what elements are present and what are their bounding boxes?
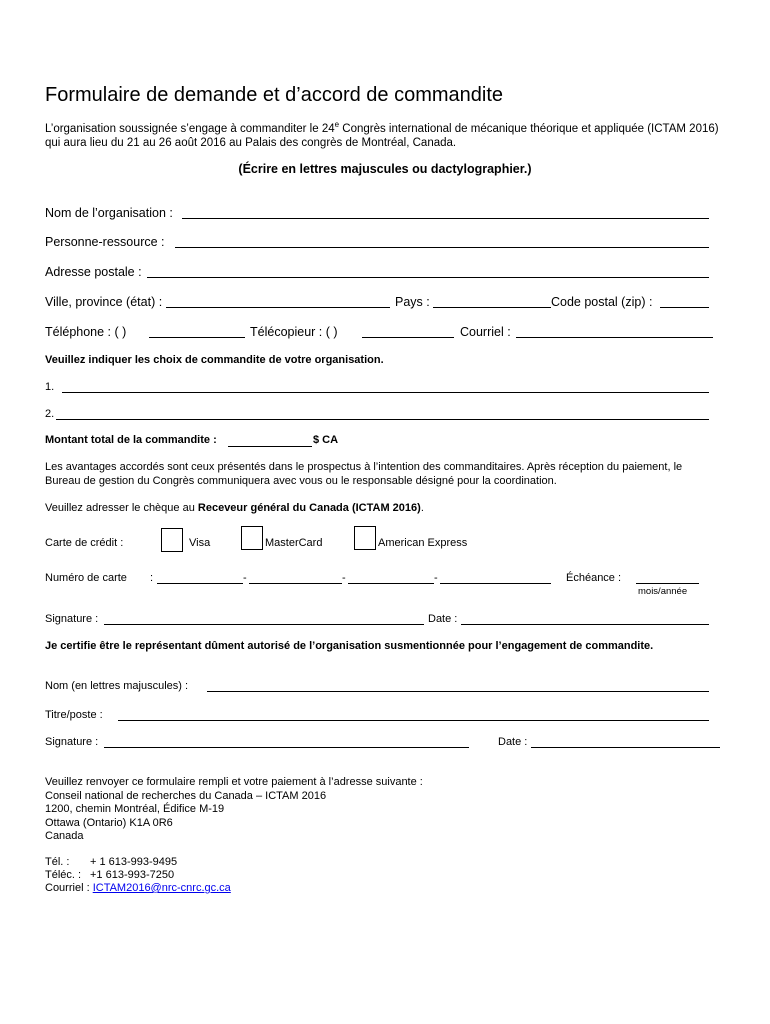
form-title: Formulaire de demande et d’accord de commandite — [45, 84, 504, 106]
certify-statement: Je certifie être le représentant dûment autorisé de l’organisation susmentionnée pour l’engagement de commandite. — [45, 640, 654, 652]
fax-contact-value: +1 613-993-7250 — [90, 869, 175, 881]
postal-label: Code postal (zip) : — [551, 295, 653, 309]
card-date-field[interactable] — [461, 624, 709, 625]
visa-checkbox[interactable] — [161, 528, 183, 552]
visa-label: Visa — [189, 537, 211, 549]
benefits-line-1: Les avantages accordés sont ceux présentés dans le prospectus à l’intention des commanditaires. Après réception du paiement, le — [45, 461, 683, 473]
address-line-3: Ottawa (Ontario) K1A 0R6 — [45, 817, 173, 829]
total-label: Montant total de la commandite : — [45, 434, 217, 446]
contact-email-label: Courriel : — [45, 882, 90, 894]
card-number-part-1[interactable] — [157, 583, 243, 584]
fax-label: Télécopieur : ( ) — [250, 325, 338, 339]
amex-checkbox[interactable] — [354, 526, 376, 550]
instruction-text: (Écrire en lettres majuscules ou dactylographier.) — [238, 162, 532, 176]
choice-2-label: 2. — [45, 408, 55, 420]
card-dash-2: - — [342, 572, 346, 584]
contact-field[interactable] — [175, 247, 709, 248]
auth-date-label: Date : — [498, 736, 528, 748]
auth-signature-field[interactable] — [104, 747, 469, 748]
card-number-part-3[interactable] — [348, 583, 434, 584]
address-label: Adresse postale : — [45, 265, 142, 279]
org-name-field[interactable] — [182, 218, 709, 219]
choice-2-field[interactable] — [56, 419, 709, 420]
address-field[interactable] — [147, 277, 709, 278]
email-field[interactable] — [516, 337, 713, 338]
credit-card-label: Carte de crédit : — [45, 537, 124, 549]
card-signature-label: Signature : — [45, 613, 99, 625]
contact-email-link[interactable]: ICTAM2016@nrc-cnrc.gc.ca — [92, 882, 231, 894]
choice-1-field[interactable] — [62, 392, 709, 393]
address-line-1: Conseil national de recherches du Canada – ICTAM 2016 — [45, 790, 327, 802]
mastercard-checkbox[interactable] — [241, 526, 263, 550]
country-label: Pays : — [395, 295, 430, 309]
total-field[interactable] — [228, 446, 312, 447]
email-label: Courriel : — [460, 325, 511, 339]
postal-field[interactable] — [660, 307, 709, 308]
amex-label: American Express — [378, 537, 468, 549]
address-line-2: 1200, chemin Montréal, Édifice M-19 — [45, 803, 225, 815]
intro-line-1: L’organisation soussignée s’engage à commanditer le 24e Congrès international de mécanique théorique et appliquée (ICTAM 2016) — [45, 120, 719, 135]
contact-email-line — [45, 882, 231, 894]
city-field[interactable] — [166, 307, 390, 308]
card-dash-3: - — [434, 572, 438, 584]
choice-1-label: 1. — [45, 381, 55, 393]
tel-value: + 1 613-993-9495 — [90, 856, 178, 868]
phone-label: Téléphone : ( ) — [45, 325, 127, 339]
fax-contact-label: Téléc. : — [45, 869, 82, 881]
card-signature-field[interactable] — [104, 624, 424, 625]
auth-signature-label: Signature : — [45, 736, 99, 748]
mastercard-label: MasterCard — [265, 537, 323, 549]
auth-name-field[interactable] — [207, 691, 709, 692]
phone-field[interactable] — [149, 337, 245, 338]
total-currency: $ CA — [313, 434, 339, 446]
card-date-label: Date : — [428, 613, 458, 625]
intro-line-2: qui aura lieu du 21 au 26 août 2016 au Palais des congrès de Montréal, Canada. — [45, 137, 457, 149]
card-number-part-4[interactable] — [440, 583, 551, 584]
card-number-part-2[interactable] — [249, 583, 342, 584]
expiry-label: Échéance : — [566, 572, 622, 584]
cheque-instruction: Veuillez adresser le chèque au Receveur général du Canada (ICTAM 2016). — [45, 502, 424, 514]
benefits-line-2: Bureau de gestion du Congrès communiquera avec vous ou le responsable désigné pour la coordination. — [45, 475, 557, 487]
contact-label: Personne-ressource : — [45, 235, 165, 249]
expiry-format-hint: mois/année — [638, 586, 688, 597]
auth-title-field[interactable] — [118, 720, 709, 721]
return-intro: Veuillez renvoyer ce formulaire rempli et votre paiement à l’adresse suivante : — [45, 776, 423, 788]
tel-label: Tél. : — [45, 856, 70, 868]
card-number-label: Numéro de carte — [45, 572, 127, 584]
fax-field[interactable] — [362, 337, 454, 338]
auth-name-label: Nom (en lettres majuscules) : — [45, 680, 189, 692]
auth-title-label: Titre/poste : — [45, 709, 103, 721]
card-number-colon: : — [150, 572, 154, 584]
expiry-field[interactable] — [636, 583, 699, 584]
country-field[interactable] — [433, 307, 551, 308]
city-label: Ville, province (état) : — [45, 295, 163, 309]
card-dash-1: - — [243, 572, 247, 584]
choices-heading: Veuillez indiquer les choix de commandite de votre organisation. — [45, 354, 384, 366]
address-line-4: Canada — [45, 830, 84, 842]
org-name-label: Nom de l’organisation : — [45, 206, 173, 220]
auth-date-field[interactable] — [531, 747, 720, 748]
